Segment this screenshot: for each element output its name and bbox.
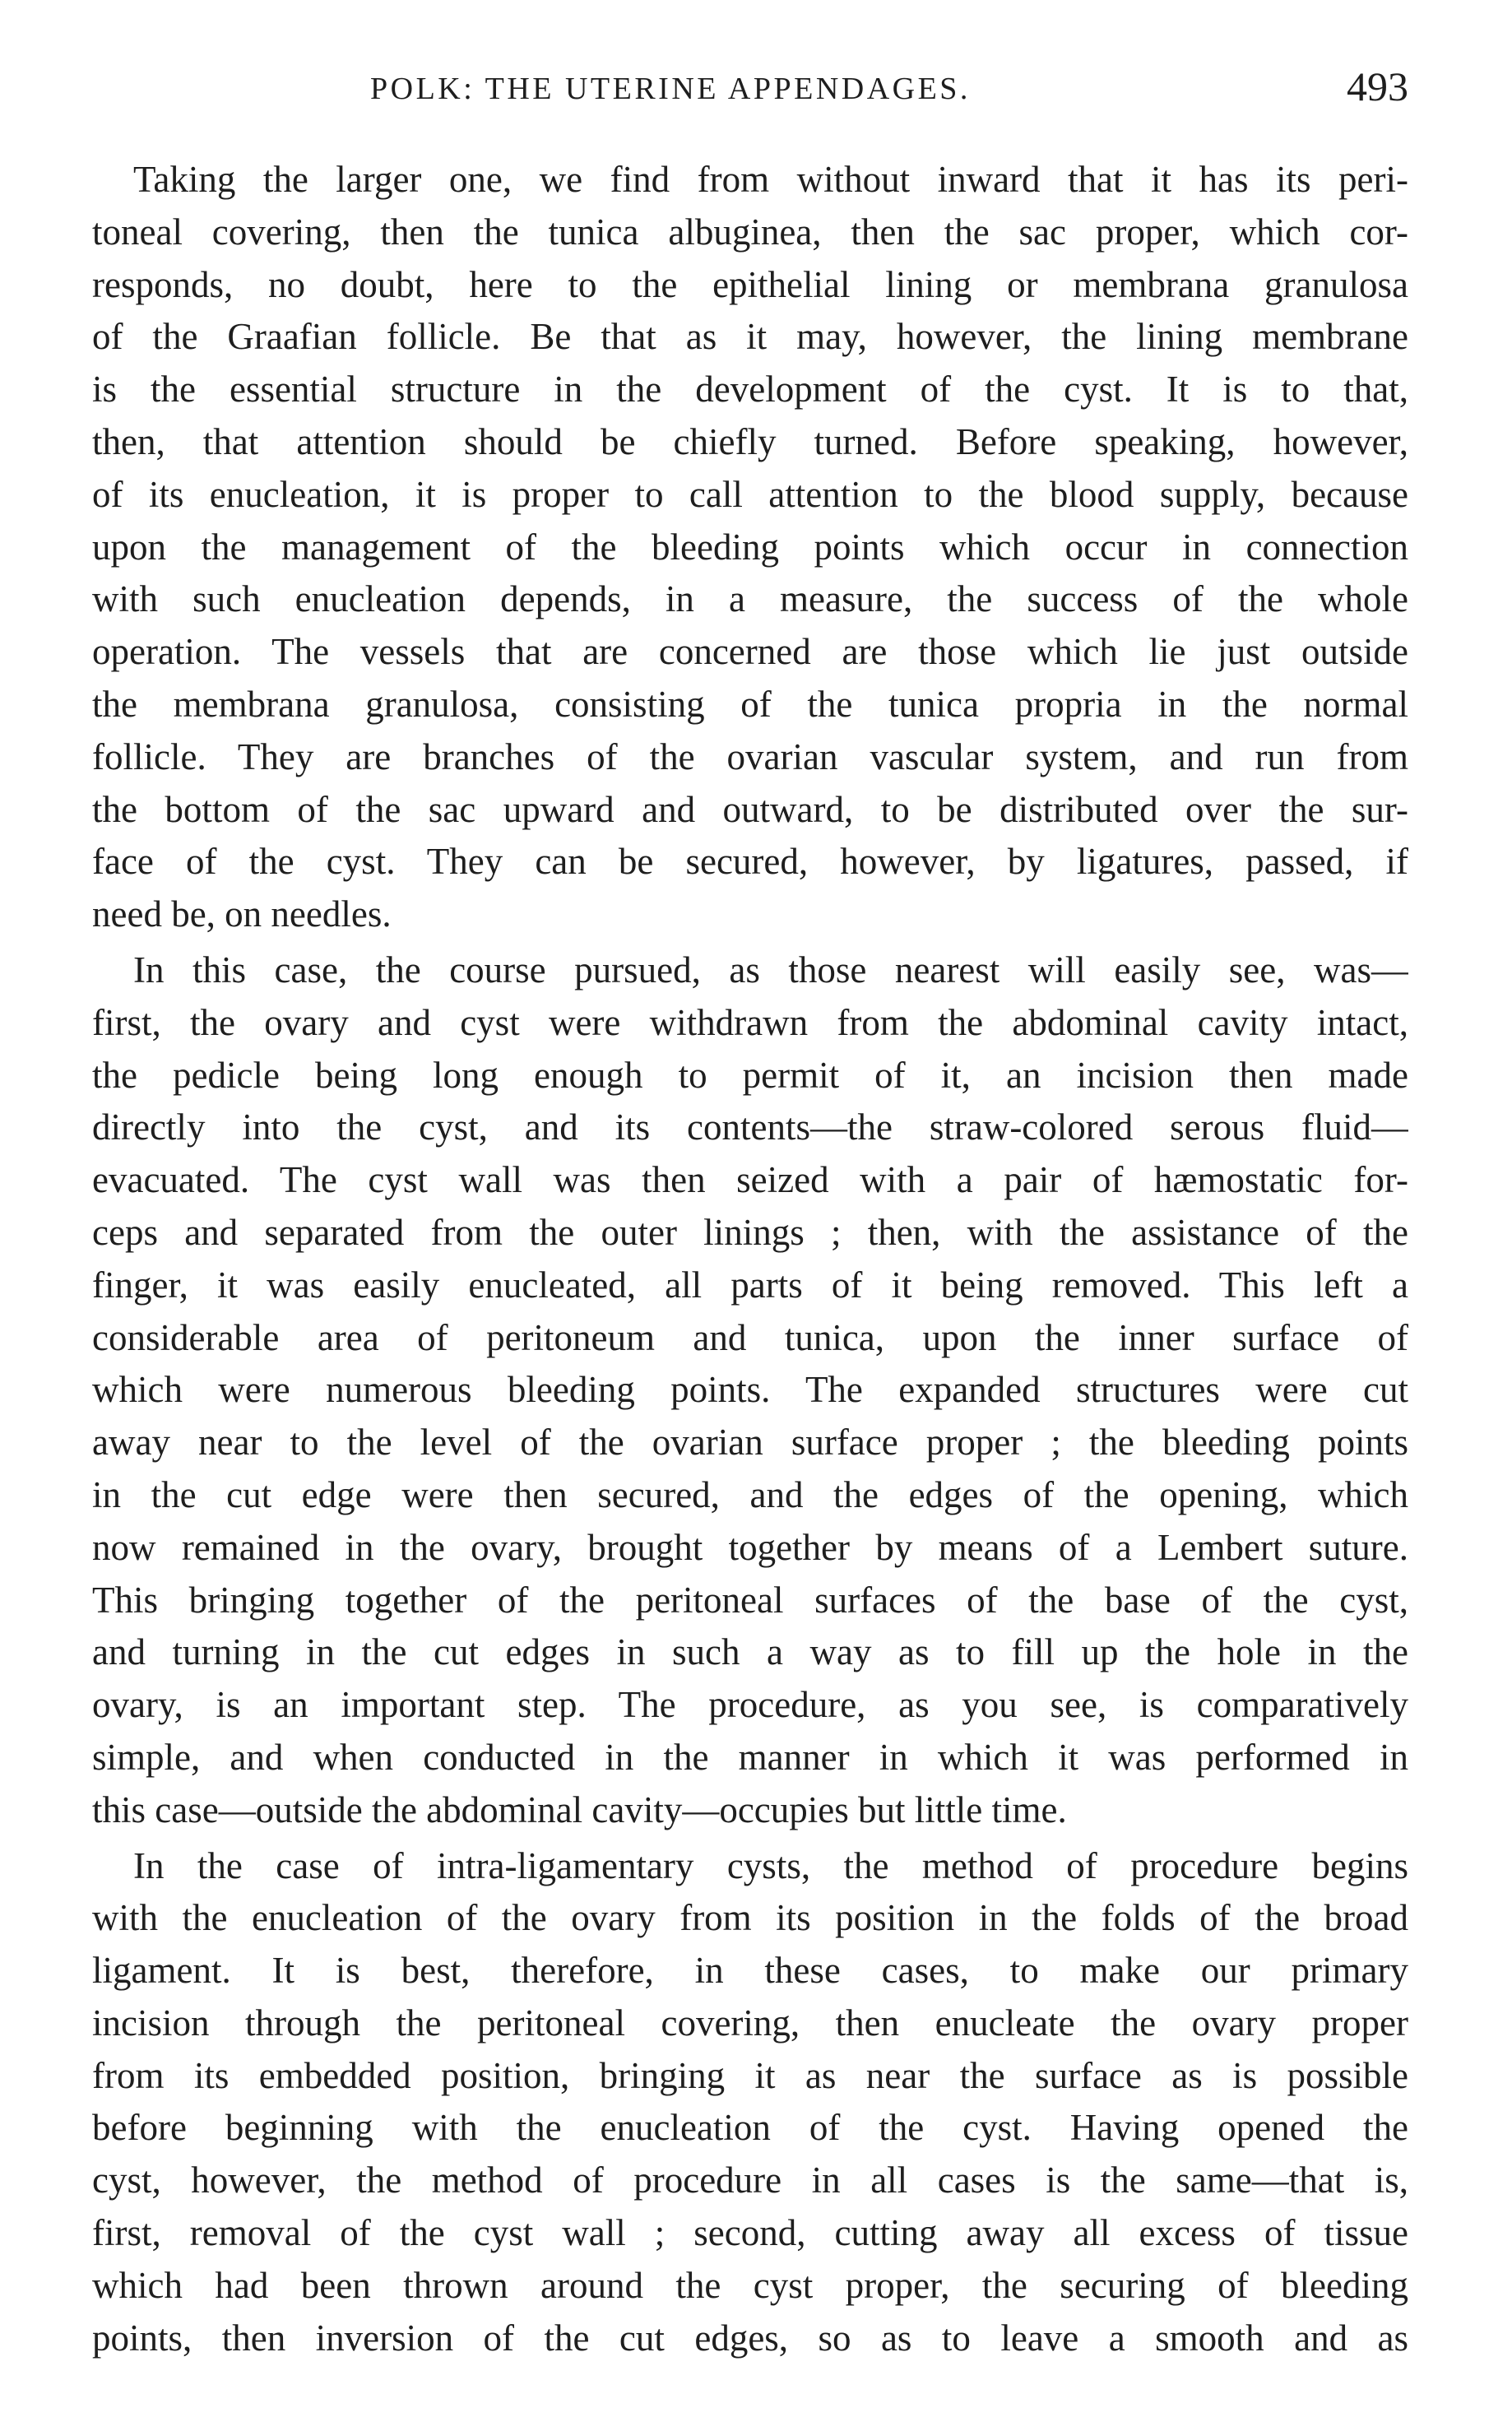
text-line: upon the management of the bleeding points which occur in connection bbox=[92, 526, 1408, 568]
text-line: finger, it was easily enucleated, all parts of it being removed. This left a bbox=[92, 1264, 1408, 1306]
text-line: now remained in the ovary, brought together by means of a Lembert suture. bbox=[92, 1526, 1408, 1568]
text-line: is the essential structure in the development of the cyst. It is to that, bbox=[92, 369, 1408, 411]
text-line: operation. The vessels that are concerned are those which lie just outside bbox=[92, 631, 1408, 673]
text-line: face of the cyst. They can be secured, however, by ligatures, passed, if bbox=[92, 841, 1408, 883]
running-head: POLK: THE UTERINE APPENDAGES. bbox=[370, 72, 971, 106]
text-line: before beginning with the enucleation of the cyst. Having opened the bbox=[92, 2107, 1408, 2149]
text-line: ceps and separated from the outer linings ; then, with the assistance of the bbox=[92, 1211, 1408, 1253]
body-text bbox=[92, 154, 1408, 2364]
text-line: This bringing together of the peritoneal surfaces of the base of the cyst, bbox=[92, 1579, 1408, 1621]
text-line: responds, no doubt, here to the epithelial lining or membrana granulosa bbox=[92, 263, 1408, 305]
text-line: with such enucleation depends, in a measure, the success of the whole bbox=[92, 578, 1408, 620]
text-line: the pedicle being long enough to permit of it, an incision then made bbox=[92, 1054, 1408, 1096]
text-line: of the Graafian follicle. Be that as it may, however, the lining membrane bbox=[92, 316, 1408, 358]
text-line: cyst, however, the method of procedure in all cases is the same—that is, bbox=[92, 2160, 1408, 2201]
text-line: ovary, is an important step. The procedure, as you see, is comparatively bbox=[92, 1684, 1408, 1726]
text-line: considerable area of peritoneum and tunica, upon the inner surface of bbox=[92, 1316, 1408, 1358]
text-line: ligament. It is best, therefore, in these cases, to make our primary bbox=[92, 1950, 1408, 1992]
text-line: incision through the peritoneal covering, then enucleate the ovary proper bbox=[92, 2002, 1408, 2044]
text-line: simple, and when conducted in the manner in which it was performed in bbox=[92, 1736, 1408, 1778]
text-line: from its embedded position, bringing it as near the surface as is possible bbox=[92, 2054, 1408, 2096]
text-line: which had been thrown around the cyst proper, the securing of bleeding bbox=[92, 2264, 1408, 2306]
text-line: which were numerous bleeding points. The expanded structures were cut bbox=[92, 1369, 1408, 1411]
text-line: toneal covering, then the tunica albuginea, then the sac proper, which cor- bbox=[92, 211, 1408, 253]
text-line: away near to the level of the ovarian surface proper ; the bleeding points bbox=[92, 1422, 1408, 1464]
paragraph-2 bbox=[92, 944, 1408, 1837]
text-line: with the enucleation of the ovary from its position in the folds of the broad bbox=[92, 1897, 1408, 1939]
text-line: the membrana granulosa, consisting of the tunica propria in the normal bbox=[92, 683, 1408, 725]
text-line: in the cut edge were then secured, and the edges of the opening, which bbox=[92, 1473, 1408, 1515]
text-line: of its enucleation, it is proper to call attention to the blood supply, because bbox=[92, 473, 1408, 515]
text-line: follicle. They are branches of the ovarian vascular system, and run from bbox=[92, 735, 1408, 777]
page-header bbox=[92, 59, 1408, 125]
text-line: directly into the cyst, and its contents—the straw-colored serous fluid— bbox=[92, 1106, 1408, 1148]
text-line: this case—outside the abdominal cavity—occupies but little time. bbox=[92, 1788, 1067, 1830]
text-line: and turning in the cut edges in such a way as to fill up the hole in the bbox=[92, 1631, 1408, 1673]
page-number: 493 bbox=[1347, 63, 1408, 109]
text-line: evacuated. The cyst wall was then seized with a pair of hæmostatic for- bbox=[92, 1159, 1408, 1201]
text-line: Taking the larger one, we find from without inward that it has its peri- bbox=[133, 159, 1408, 200]
paragraph-1 bbox=[92, 154, 1408, 941]
text-line: need be, on needles. bbox=[92, 893, 392, 935]
text-line: In this case, the course pursued, as those nearest will easily see, was— bbox=[133, 949, 1408, 990]
text-line: the bottom of the sac upward and outward, to be distributed over the sur- bbox=[92, 788, 1408, 830]
text-line: In the case of intra-ligamentary cysts, the method of procedure begins bbox=[133, 1844, 1408, 1886]
text-line: first, removal of the cyst wall ; second, cutting away all excess of tissue bbox=[92, 2212, 1408, 2254]
text-line: first, the ovary and cyst were withdrawn from the abdominal cavity intact, bbox=[92, 1001, 1408, 1043]
text-line: then, that attention should be chiefly turned. Before speaking, however, bbox=[92, 420, 1408, 462]
text-line: points, then inversion of the cut edges, so as to leave a smooth and as bbox=[92, 2317, 1408, 2359]
paragraph-3 bbox=[92, 1840, 1408, 2365]
